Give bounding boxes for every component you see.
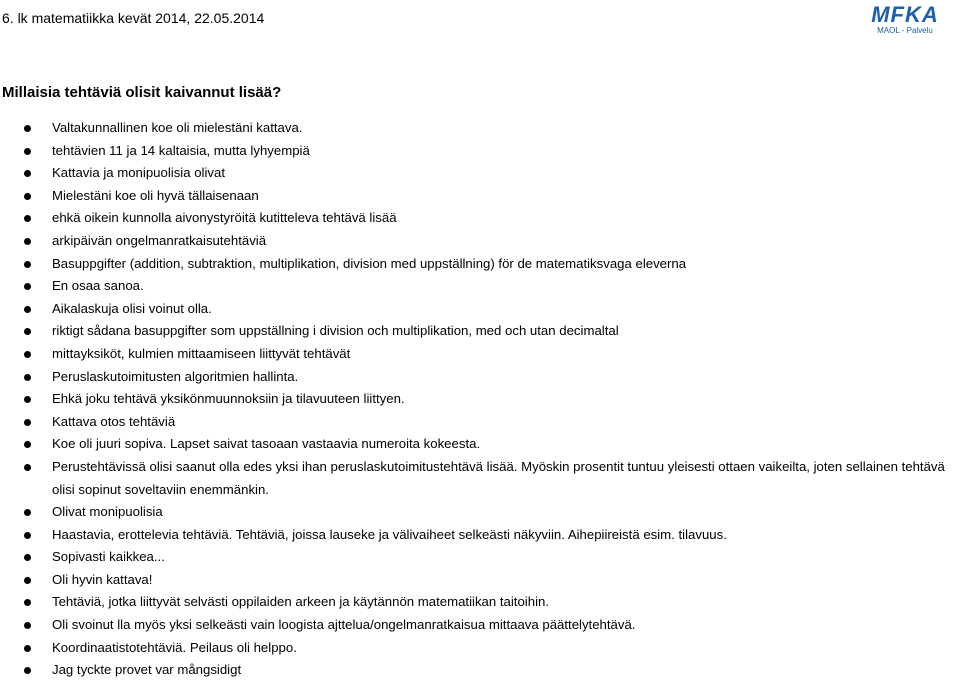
answer-item — [0, 501, 960, 524]
answer-text: Mielestäni koe oli hyvä tällaisenaan — [52, 187, 259, 203]
bullet-icon — [24, 645, 31, 652]
answer-text: Kattava otos tehtäviä — [52, 413, 176, 429]
bullet-icon — [24, 306, 31, 313]
answer-item — [0, 569, 960, 592]
answer-item — [0, 343, 960, 366]
answer-text: Olivat monipuolisia — [52, 504, 163, 520]
bullet-icon — [24, 532, 31, 539]
answer-item — [0, 614, 960, 637]
answer-text: Peruslaskutoimitusten algoritmien hallinta. — [52, 368, 299, 384]
bullet-icon — [24, 193, 31, 200]
answer-text: Basuppgifter (addition, subtraktion, multiplikation, division med uppställning) för de matematiksvaga eleverna — [52, 255, 687, 271]
bullet-icon — [24, 396, 31, 403]
answer-list — [0, 117, 960, 682]
answer-text: Tehtäviä, jotka liittyvät selvästi oppilaiden arkeen ja käytännön matematiikan taitoihin. — [52, 594, 550, 610]
bullet-icon — [24, 283, 31, 290]
answer-item — [0, 524, 960, 547]
answer-item — [0, 275, 960, 298]
bullet-icon — [24, 261, 31, 268]
answer-text: Ehkä joku tehtävä yksikönmuunnoksiin ja tilavuuteen liittyen. — [52, 391, 405, 407]
answer-item — [0, 456, 960, 501]
answer-item — [0, 298, 960, 321]
bullet-icon — [24, 238, 31, 245]
answer-text: Valtakunnallinen koe oli mielestäni kattava. — [52, 120, 303, 135]
bullet-icon — [24, 148, 31, 155]
bullet-icon — [24, 328, 31, 335]
maol-logo — [868, 4, 942, 34]
bullet-icon — [24, 170, 31, 177]
answer-text: Oli hyvin kattava! — [52, 571, 153, 587]
answer-item — [0, 433, 960, 456]
bullet-icon — [24, 577, 31, 584]
answer-item — [0, 253, 960, 276]
answer-text: Aikalaskuja olisi voinut olla. — [52, 300, 212, 316]
answer-text: Koordinaatistotehtäviä. Peilaus oli helppo. — [52, 639, 297, 655]
answer-item — [0, 207, 960, 230]
bullet-icon — [24, 215, 31, 222]
answer-item — [0, 388, 960, 411]
bullet-icon — [24, 622, 31, 629]
answer-item — [0, 591, 960, 614]
logo-subtext: MAOL - Palvelu — [877, 26, 933, 35]
answer-item — [0, 185, 960, 208]
answer-item — [0, 162, 960, 185]
answer-item — [0, 366, 960, 389]
answer-text: Sopivasti kaikkea... — [52, 549, 165, 565]
bullet-icon — [24, 599, 31, 606]
bullet-icon — [24, 419, 31, 426]
answer-item — [0, 659, 960, 682]
answer-item — [0, 637, 960, 660]
answer-text: Kattavia ja monipuolisia olivat — [52, 165, 225, 181]
answer-text: Haastavia, erottelevia tehtäviä. Tehtäviä, joissa lauseke ja välivaiheet selkeästi näkyviin. Aihepiireistä esim. tilavuus. — [52, 526, 727, 542]
answer-item — [0, 117, 960, 140]
answer-text: Jag tyckte provet var mångsidigt — [52, 662, 242, 678]
bullet-icon — [24, 374, 31, 381]
answer-text: Perustehtävissä olisi saanut olla edes yksi ihan peruslaskutoimitustehtävä lisää. Myöskin prosentit tuntuu yleisesti ottaen vaikeilta, joten sellainen tehtävä olisi sopinut soveltaviin enemmänkin. — [52, 458, 945, 497]
bullet-icon — [24, 464, 31, 471]
bullet-icon — [24, 554, 31, 561]
answer-item — [0, 546, 960, 569]
bullet-icon — [24, 441, 31, 448]
answer-text: riktigt sådana basuppgifter som uppställning i division och multiplikation, med och utan decimaltal — [52, 323, 619, 339]
bullet-icon — [24, 667, 31, 674]
bullet-icon — [24, 509, 31, 516]
logo-wordmark: MFKA — [871, 2, 939, 27]
answer-item — [0, 411, 960, 434]
answer-text: Koe oli juuri sopiva. Lapset saivat tasoaan vastaavia numeroita kokeesta. — [52, 436, 481, 452]
answer-text: En osaa sanoa. — [52, 278, 144, 294]
answer-item — [0, 230, 960, 253]
bullet-icon — [24, 125, 31, 132]
answer-text: mittayksiköt, kulmien mittaamiseen liittyvät tehtävät — [52, 345, 351, 361]
answer-text: ehkä oikein kunnolla aivonystyröitä kutitteleva tehtävä lisää — [52, 210, 397, 226]
answer-item — [0, 140, 960, 163]
answer-text: Oli svoinut lla myös yksi selkeästi vain loogista ajttelua/ongelmanratkaisua mittaava päättelytehtävä. — [52, 617, 636, 633]
question-heading: Millaisia tehtäviä olisit kaivannut lisää? — [2, 84, 282, 101]
answer-text: arkipäivän ongelmanratkaisutehtäviä — [52, 232, 267, 248]
page-header-title: 6. lk matematiikka kevät 2014, 22.05.2014 — [2, 10, 265, 26]
bullet-icon — [24, 351, 31, 358]
answer-text: tehtävien 11 ja 14 kaltaisia, mutta lyhyempiä — [52, 142, 310, 158]
answer-item — [0, 320, 960, 343]
